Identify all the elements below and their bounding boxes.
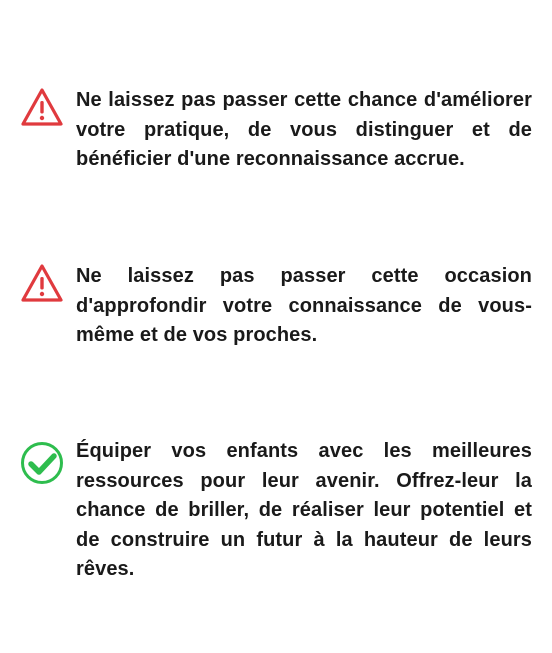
warning-icon [20,86,64,130]
warning-icon [20,262,64,306]
warning-item-1 [20,86,532,175]
success-item-text: Équiper vos enfants avec les meilleures ressources pour leur avenir. Offrez-leur la chance de briller, de réaliser leur potentiel et de construire un futur à la hauteur de leurs rêves. [76,440,532,580]
warning-item-2 [20,262,532,351]
check-circle-icon [20,441,64,485]
warning-item-text: Ne laissez pas passer cette chance d'améliorer votre pratique, de vous distinguer et de bénéficier d'une reconnaissance accrue. [76,89,532,170]
success-item [20,437,532,585]
warning-item-text: Ne laissez pas passer cette occasion d'approfondir votre connaissance de vous-même et de vos proches. [76,265,532,346]
